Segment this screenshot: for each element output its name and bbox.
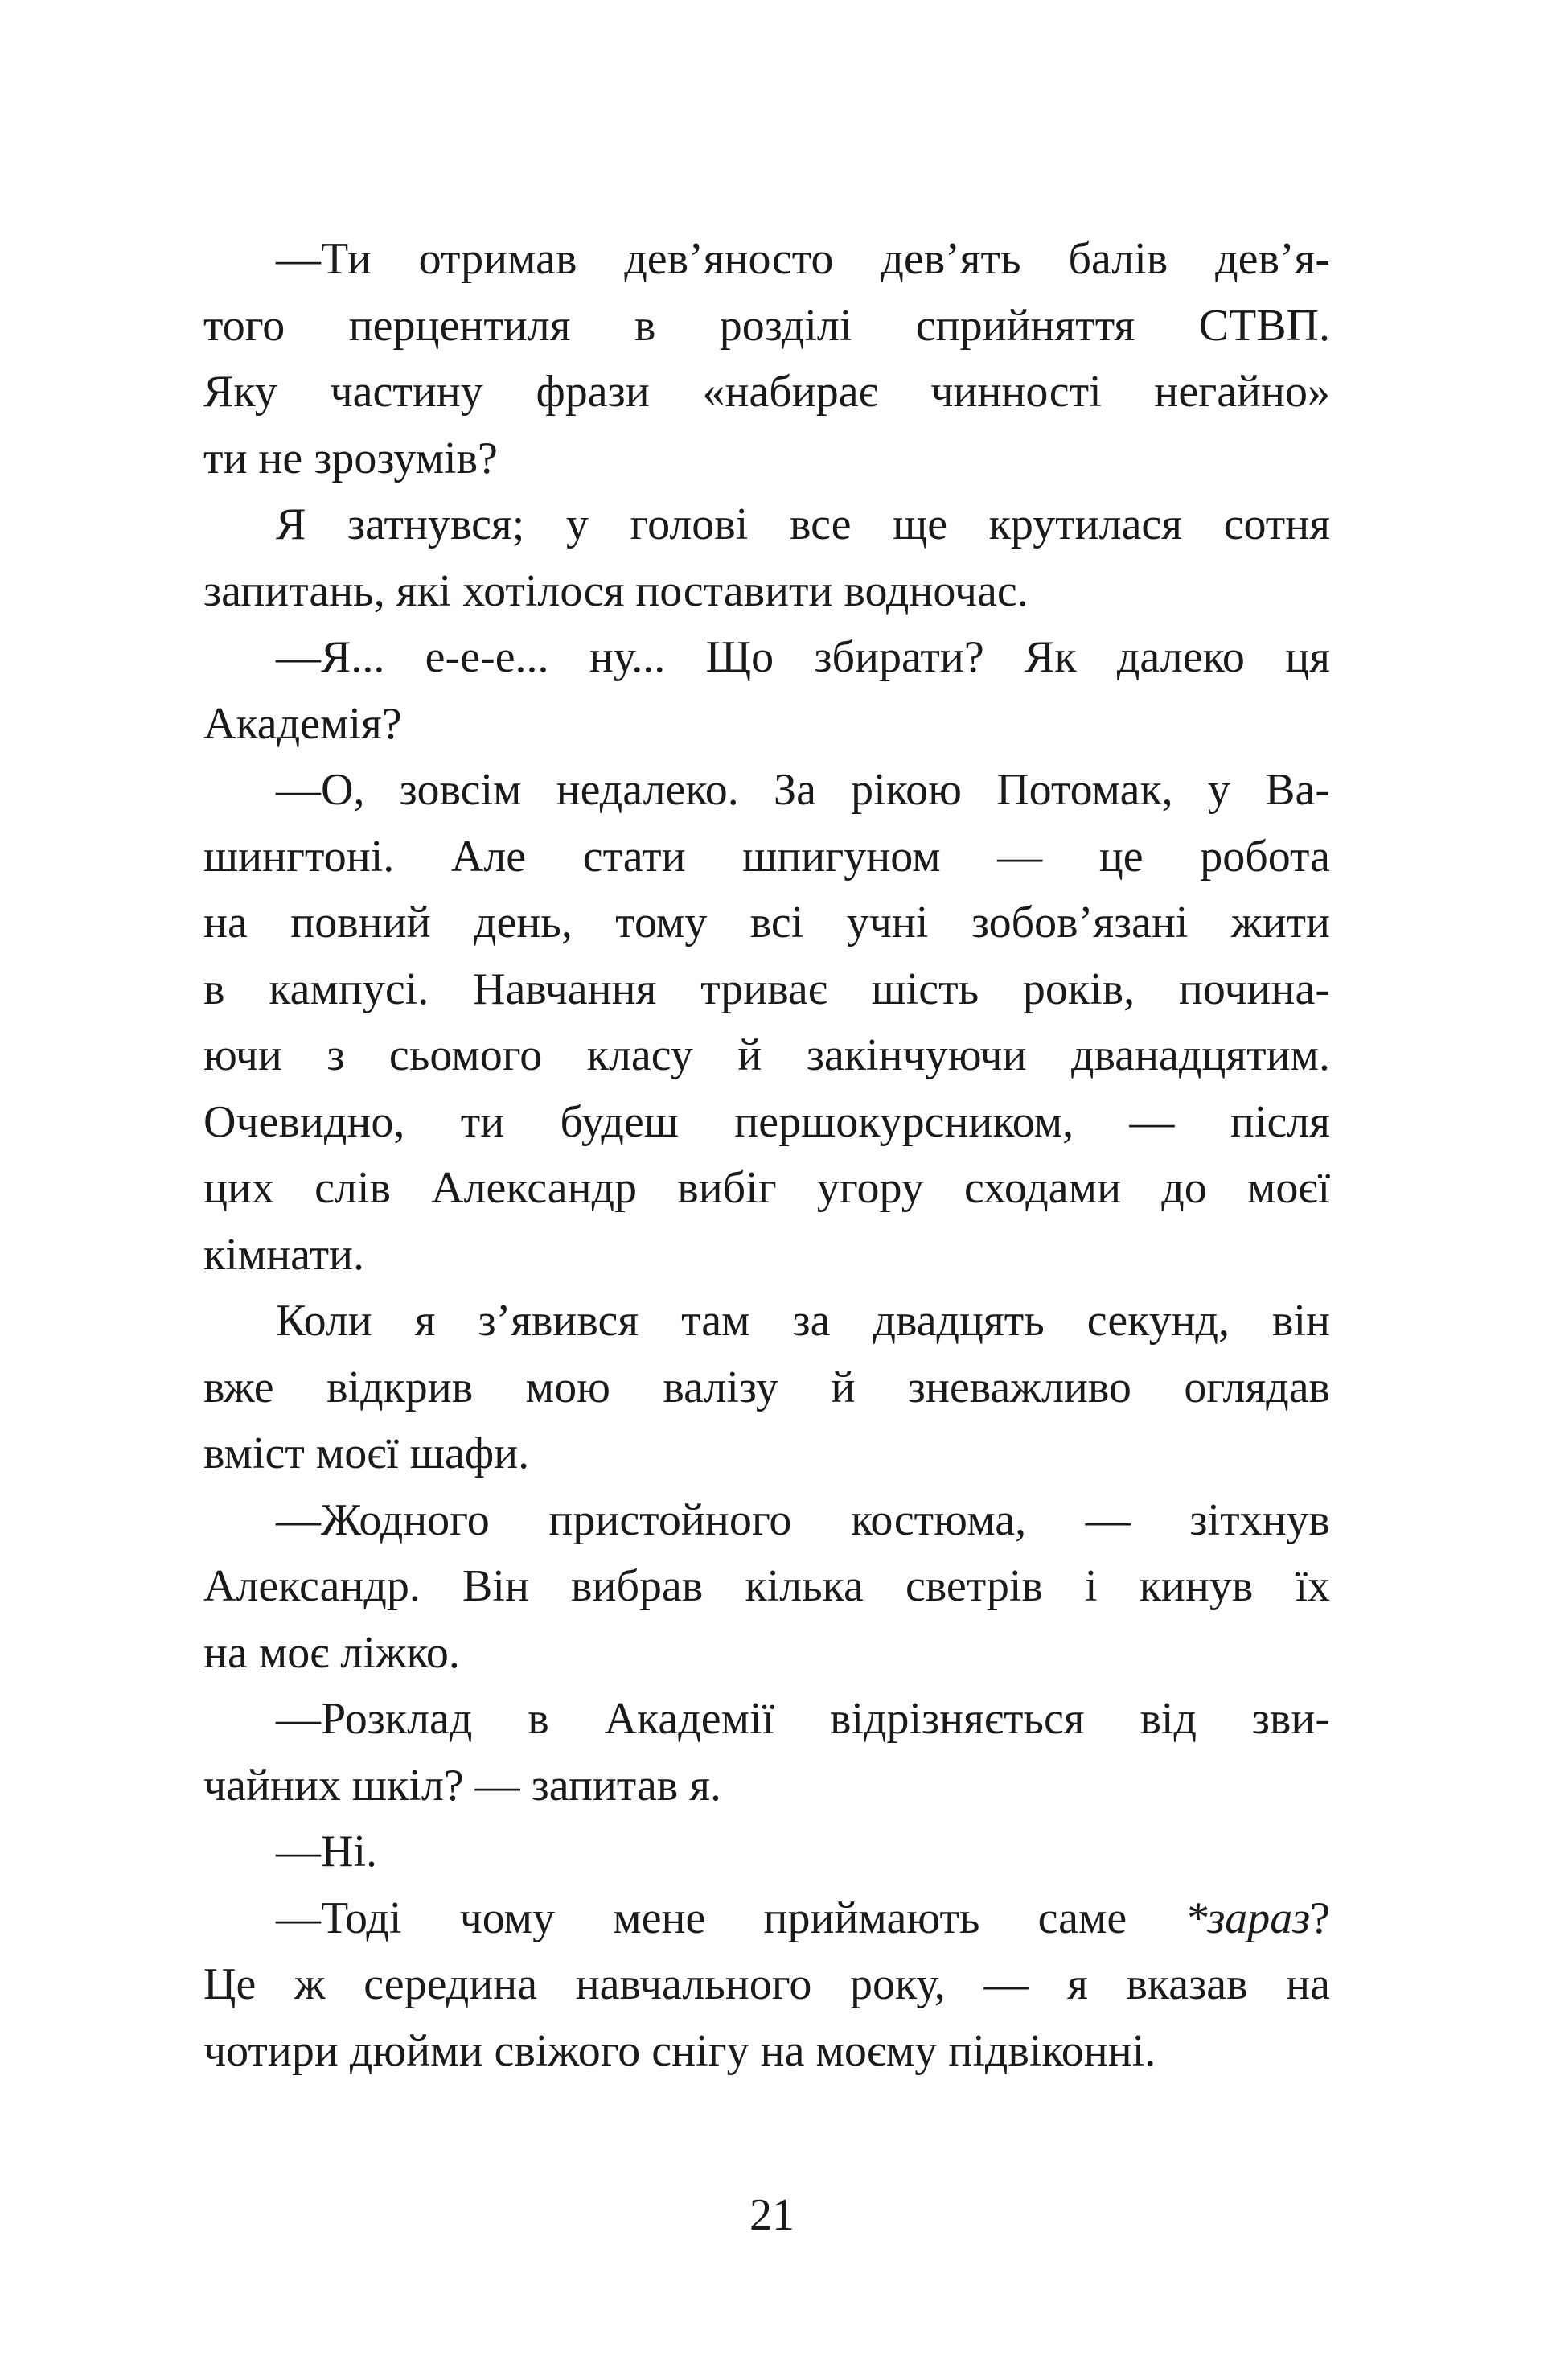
paragraph — [203, 1288, 1330, 1487]
paragraph — [203, 1819, 1330, 1885]
text-segment: на повний день, тому всі учні зобов’язані жити — [203, 898, 1330, 947]
text-line — [203, 2018, 1330, 2085]
text-segment: Це ж середина навчального року, — я вказав на — [203, 1959, 1330, 2009]
text-segment: Очевидно, ти будеш першокурсником, — після — [203, 1096, 1330, 1147]
text-line — [203, 1222, 1330, 1289]
paragraph — [203, 1487, 1330, 1687]
text-segment: —Тоді чому мене приймають саме — [276, 1893, 1185, 1943]
text-line — [203, 1686, 1330, 1753]
text-line — [203, 956, 1330, 1023]
text-segment: Александр. Він вибрав кілька светрів і кинув їх — [203, 1561, 1330, 1611]
text-segment: на моє ліжко. — [203, 1627, 460, 1678]
text-segment: чотири дюйми свіжого снігу на моєму підвіконні. — [203, 2025, 1156, 2076]
text-segment: ти не зрозумів? — [203, 433, 498, 483]
text-segment: запитань, які хотілося поставити водночас. — [203, 565, 1029, 616]
text-line — [203, 1553, 1330, 1620]
paragraph — [203, 757, 1330, 1288]
text-segment: —Жодного пристойного костюма, — зітхнув — [276, 1494, 1330, 1545]
text-line — [203, 1753, 1330, 1819]
text-line — [203, 691, 1330, 758]
text-segment: цих слів Александр вибіг угору сходами до моєї — [203, 1163, 1330, 1213]
text-line — [203, 1951, 1330, 2018]
text-segment: —Розклад в Академії відрізняється від зви- — [276, 1694, 1330, 1744]
text-line — [203, 757, 1330, 824]
text-segment: —Ні. — [276, 1827, 377, 1876]
text-line — [203, 1354, 1330, 1421]
text-line — [203, 1487, 1330, 1554]
text-line — [203, 624, 1330, 691]
text-segment: —Ти отримав дев’яносто дев’ять балів дев’я- — [276, 234, 1330, 284]
text-line — [203, 491, 1330, 558]
text-segment: чайних шкіл? — запитав я. — [203, 1760, 721, 1811]
text-line — [203, 890, 1330, 956]
text-line — [203, 226, 1330, 293]
text-segment: в кампусі. Навчання триває шість років, почина- — [203, 964, 1330, 1014]
text-line — [203, 293, 1330, 360]
text-line — [203, 1022, 1330, 1089]
text-segment: ? — [1310, 1893, 1330, 1943]
italic-emphasis: *зараз — [1185, 1893, 1311, 1943]
text-segment: того перцентиля в розділі сприйняття СТВП. — [203, 300, 1330, 351]
text-line — [203, 1155, 1330, 1222]
text-segment: шингтоні. Але стати шпигуном — це робота — [203, 831, 1330, 882]
text-line — [203, 1420, 1330, 1487]
paragraph — [203, 624, 1330, 757]
text-segment: Я затнувся; у голові все ще крутилася сотня — [276, 499, 1330, 549]
paragraph — [203, 1686, 1330, 1819]
text-segment: вже відкрив мою валізу й зневажливо оглядав — [203, 1362, 1330, 1412]
text-line — [203, 1620, 1330, 1687]
text-line — [203, 558, 1330, 625]
page-number: 21 — [749, 2190, 795, 2240]
text-line — [203, 1089, 1330, 1156]
text-segment: —Я... е-е-е... ну... Що збирати? Як далеко ця — [276, 632, 1330, 682]
text-segment: Коли я з’явився там за двадцять секунд, він — [276, 1296, 1330, 1346]
text-line — [203, 824, 1330, 890]
text-line — [203, 1288, 1330, 1354]
text-segment: Яку частину фрази «набирає чинності негайно» — [203, 367, 1330, 417]
text-line — [203, 1885, 1330, 1952]
paragraph — [203, 491, 1330, 624]
page-body-text — [203, 226, 1330, 2084]
text-line — [203, 359, 1330, 425]
paragraph — [203, 226, 1330, 491]
text-line — [203, 1819, 1330, 1885]
text-segment: —О, зовсім недалеко. За рікою Потомак, у Ва- — [276, 765, 1330, 815]
paragraph — [203, 1885, 1330, 2085]
text-segment: вміст моєї шафи. — [203, 1428, 530, 1478]
text-segment: кімнати. — [203, 1229, 365, 1280]
text-segment: ючи з сьомого класу й закінчуючи дванадцятим. — [203, 1030, 1330, 1080]
text-segment: Академія? — [203, 698, 402, 749]
text-line — [203, 425, 1330, 492]
